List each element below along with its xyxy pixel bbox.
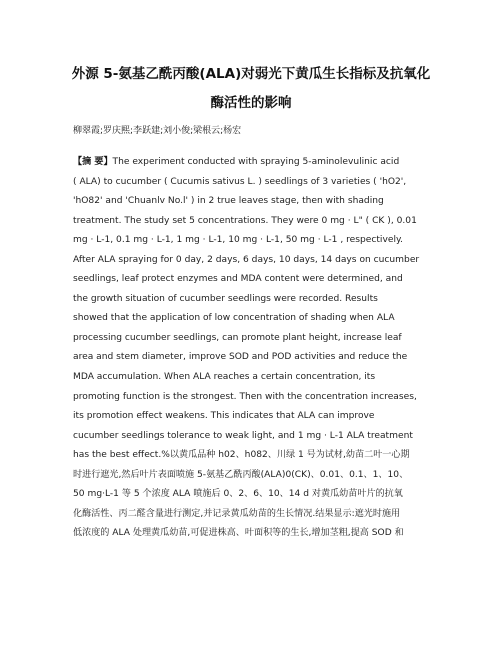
abstract-line: mg · L-1, 0.1 mg · L-1, 1 mg · L-1, 10 mg · L-1, 50 mg · L-1 , respectively. xyxy=(73,235,403,246)
abstract-line: seedlings, leaf protect enzymes and MDA content were determined, and xyxy=(73,274,403,285)
abstract-line: 50 mg·L-1 等 5 个浓度 ALA 喷施后 0、2、6、10、14 d 对黄瓜幼苗叶片的抗氧 xyxy=(73,489,403,500)
abstract-line: 化酶活性、丙二醛含量进行测定,并记录黄瓜幼苗的生长情况.结果显示:遮光时施用 xyxy=(73,508,401,519)
abstract-line: MDA accumulation. When ALA reaches a certain concentration, its xyxy=(73,372,376,383)
paper-title-line-2: 酶活性的影响 xyxy=(210,95,292,111)
abstract-line: ( ALA) to cucumber ( Cucumis sativus L. ) seedlings of 3 varieties ( 'hO2', xyxy=(73,176,407,187)
abstract xyxy=(73,153,435,544)
abstract-line: area and stem diameter, improve SOD and POD activities and reduce the xyxy=(73,352,408,363)
abstract-label: 【摘 要】 xyxy=(73,157,113,167)
author-list: 柳翠霞;罗庆熙;李跃建;刘小俊;梁根云;杨宏 xyxy=(73,126,242,136)
abstract-line: 【摘 要】The experiment conducted with spraying 5-aminolevulinic acid xyxy=(73,157,400,167)
abstract-line: its promotion effect weakens. This indicates that ALA can improve xyxy=(73,411,375,422)
abstract-line: showed that the application of low concentration of shading when ALA xyxy=(73,313,395,324)
abstract-line: 'hO82' and 'Chuanlv No.l' ) in 2 true leaves stage, then with shading xyxy=(73,196,384,207)
abstract-line: the growth situation of cucumber seedlings were recorded. Results xyxy=(73,293,378,304)
abstract-line: treatment. The study set 5 concentrations. They were 0 mg · L" ( CK ), 0.01 xyxy=(73,215,417,226)
abstract-line: has the best effect.%以黄瓜品种 h02、h082、川绿 1 号为试材,幼苗二叶一心期 xyxy=(73,450,410,461)
abstract-line: promoting function is the strongest. Then with the concentration increases, xyxy=(73,391,417,402)
paper-title-line-1: 外源 5-氨基乙酰丙酸(ALA)对弱光下黄瓜生长指标及抗氧化 xyxy=(71,66,431,82)
abstract-line: processing cucumber seedlings, can promote plant height, increase leaf xyxy=(73,332,402,343)
abstract-line: 时进行遮光,然后叶片表面喷施 5-氨基乙酰丙酸(ALA)0(CK)、0.01、0.1、1、10、 xyxy=(73,469,409,480)
abstract-line: 低浓度的 ALA 处理黄瓜幼苗,可促进株高、叶面积等的生长,增加茎粗,提高 SOD 和 xyxy=(73,528,404,539)
abstract-line: After ALA spraying for 0 day, 2 days, 6 days, 10 days, 14 days on cucumber xyxy=(73,254,420,265)
abstract-line: cucumber seedlings tolerance to weak light, and 1 mg · L-1 ALA treatment xyxy=(73,430,413,441)
